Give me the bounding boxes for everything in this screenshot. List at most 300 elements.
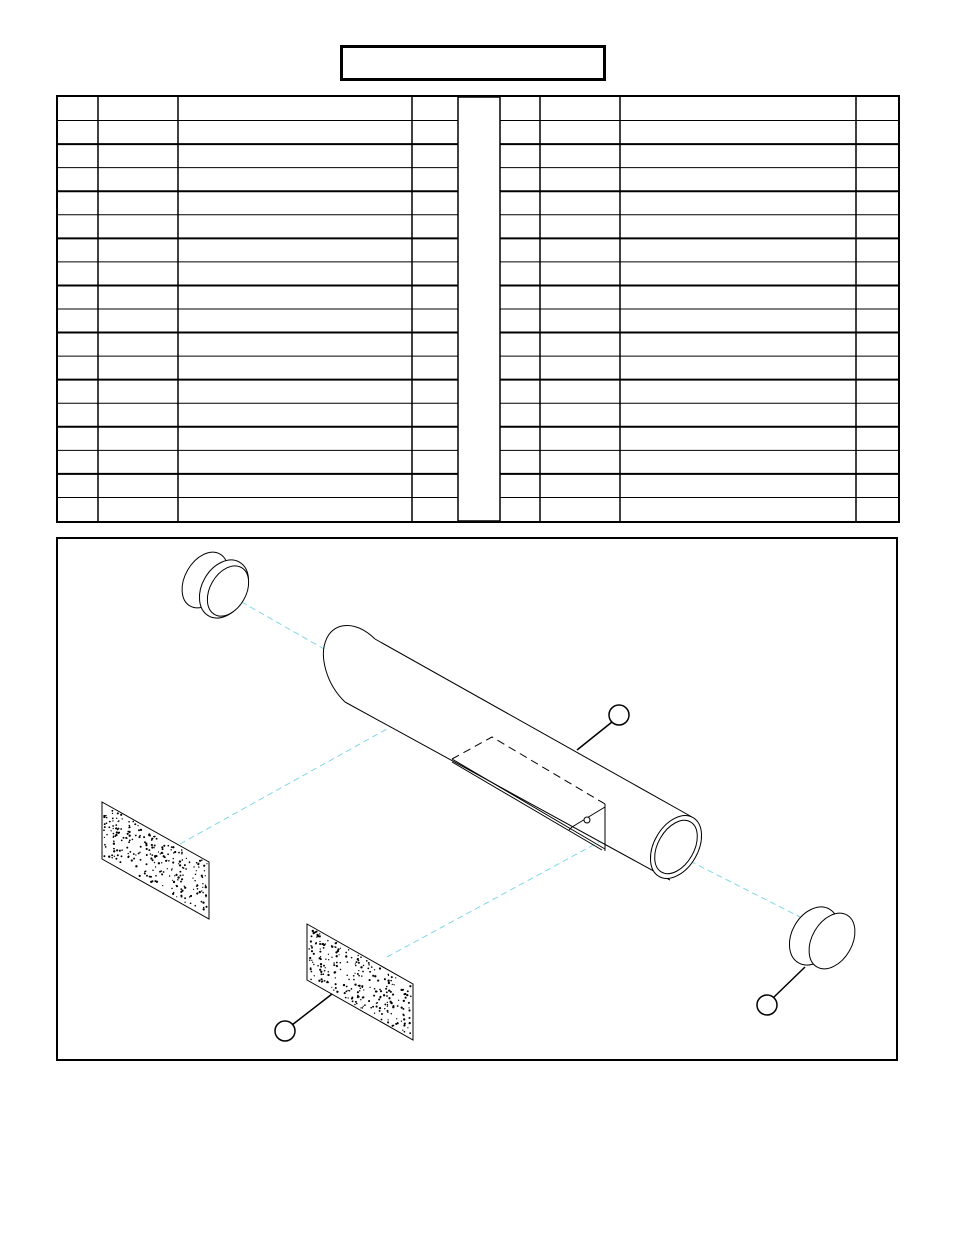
panel-perforation xyxy=(401,1021,402,1022)
panel-perforation xyxy=(171,869,172,870)
panel-perforation xyxy=(366,960,368,962)
panel-perforation xyxy=(113,828,114,829)
panel-perforation xyxy=(175,874,177,876)
panel-perforation xyxy=(163,871,165,873)
panel-perforation xyxy=(311,960,312,961)
panel-perforation xyxy=(111,810,113,812)
panel-perforation xyxy=(390,991,392,993)
panel-perforation xyxy=(151,880,153,882)
panel-perforation xyxy=(106,834,108,836)
panel-perforation xyxy=(362,987,363,988)
panel-perforation xyxy=(348,979,350,981)
panel-perforation xyxy=(118,820,120,822)
panel-perforation xyxy=(320,966,322,968)
panel-perforation xyxy=(369,987,370,988)
panel-perforation xyxy=(402,1029,403,1030)
panel-perforation xyxy=(357,973,359,975)
end-cap-bottom xyxy=(779,898,864,977)
end-cap-top xyxy=(173,544,259,627)
panel-perforation xyxy=(343,984,345,986)
panel-perforation xyxy=(196,862,198,864)
panel-perforation xyxy=(189,862,191,864)
panel-perforation xyxy=(168,860,170,862)
panel-perforation xyxy=(166,860,167,861)
panel-perforation xyxy=(132,839,134,841)
panel-perforation xyxy=(362,1007,364,1009)
panel-perforation xyxy=(331,946,333,948)
panel-perforation xyxy=(130,851,131,852)
panel-perforation xyxy=(184,887,186,889)
panel-perforation xyxy=(320,978,322,980)
panel-perforation xyxy=(331,957,332,958)
panel-perforation xyxy=(374,988,376,990)
panel-perforation xyxy=(116,818,117,819)
panel-perforation xyxy=(121,840,123,842)
panel-perforation xyxy=(104,823,106,825)
panel-perforation xyxy=(374,969,375,970)
panel-perforation xyxy=(373,995,375,997)
panel-perforation xyxy=(128,856,130,858)
panel-perforation xyxy=(158,862,160,864)
panel-perforation xyxy=(407,990,409,992)
panel-perforation xyxy=(155,875,157,877)
panel-perforation xyxy=(360,988,362,990)
panel-perforation xyxy=(151,839,153,841)
panel-perforation xyxy=(340,962,342,964)
panel-perforation xyxy=(333,989,334,990)
panel-perforation xyxy=(311,971,313,973)
panel-perforation xyxy=(384,978,386,980)
parts-table-grid xyxy=(58,97,898,521)
panel-perforation xyxy=(162,853,163,854)
panel-perforation xyxy=(172,862,174,864)
panel-perforation xyxy=(202,887,203,888)
panel-perforation xyxy=(148,849,150,851)
panel-perforation xyxy=(327,940,328,941)
panel-perforation xyxy=(113,843,115,845)
panel-perforation xyxy=(129,839,131,841)
panel-perforation xyxy=(351,957,353,959)
panel-perforation xyxy=(158,851,159,852)
panel-perforation xyxy=(128,841,130,843)
panel-perforation xyxy=(311,947,313,949)
panel-perforation xyxy=(404,1031,406,1033)
panel-perforation xyxy=(195,874,197,876)
panel-perforation xyxy=(178,863,179,864)
panel-perforation xyxy=(358,970,359,971)
panel-perforation xyxy=(310,979,312,981)
panel-perforation xyxy=(149,876,151,878)
panel-perforation xyxy=(360,999,361,1000)
panel-perforation xyxy=(355,963,356,964)
panel-perforation xyxy=(410,995,412,997)
panel-perforation xyxy=(180,895,182,897)
panel-perforation xyxy=(155,855,157,857)
panel-right xyxy=(307,924,413,1040)
panel-perforation xyxy=(387,1022,389,1024)
panel-perforation xyxy=(409,1032,411,1034)
panel-perforation xyxy=(327,974,329,976)
panel-perforation xyxy=(173,892,174,893)
panel-perforation xyxy=(409,1017,411,1019)
panel-perforation xyxy=(176,885,178,887)
panel-perforation xyxy=(145,844,147,846)
panel-perforation xyxy=(336,962,338,964)
panel-perforation xyxy=(309,960,310,961)
panel-perforation xyxy=(193,889,194,890)
panel-perforation xyxy=(389,1001,391,1003)
panel-perforation xyxy=(173,858,174,859)
panel-perforation xyxy=(340,948,341,949)
panel-perforation xyxy=(324,970,326,972)
panel-perforation xyxy=(358,975,360,977)
panel-perforation xyxy=(335,977,336,978)
panel-perforation xyxy=(315,943,317,945)
panel-perforation xyxy=(112,825,114,827)
panel-perforation xyxy=(181,849,183,851)
panel-perforation xyxy=(117,854,119,856)
panel-perforation xyxy=(346,975,348,977)
panel-perforation xyxy=(368,962,370,964)
panel-perforation xyxy=(361,975,362,976)
panel-perforation xyxy=(363,1006,364,1007)
panel-perforation xyxy=(408,1007,409,1008)
panel-perforation xyxy=(346,986,348,988)
panel-perforation xyxy=(397,1005,399,1007)
panel-perforation xyxy=(346,991,348,993)
panel-perforation xyxy=(374,1013,375,1014)
panel-perforation xyxy=(408,1009,410,1011)
panel-perforation xyxy=(203,907,204,908)
panel-perforation xyxy=(357,991,359,993)
panel-perforation xyxy=(387,1006,388,1007)
panel-perforation xyxy=(356,961,358,963)
panel-perforation xyxy=(392,984,393,985)
panel-perforation xyxy=(111,857,112,858)
panel-perforation xyxy=(196,892,198,894)
panel-perforation xyxy=(169,875,170,876)
panel-perforation xyxy=(152,859,154,861)
panel-perforation xyxy=(103,855,105,857)
right-panel-centerline xyxy=(387,824,632,957)
panel-perforation xyxy=(379,1010,381,1012)
panel-perforation xyxy=(139,875,141,877)
panel-perforation xyxy=(347,961,349,963)
panel-callout-bubble xyxy=(275,1021,295,1041)
panel-perforation xyxy=(145,870,147,872)
panel-perforation xyxy=(393,984,394,985)
panel-perforation xyxy=(336,942,337,943)
panel-perforation xyxy=(119,832,121,834)
panel-perforation xyxy=(335,971,337,973)
panel-perforation xyxy=(337,948,339,950)
panel-perforation xyxy=(174,875,175,876)
panel-perforation xyxy=(380,990,382,992)
panel-perforation xyxy=(199,860,201,862)
panel-perforation xyxy=(146,848,148,850)
main-tube xyxy=(323,626,712,888)
panel-perforation xyxy=(140,846,142,848)
panel-perforation xyxy=(139,852,140,853)
panel-perforation xyxy=(108,856,110,858)
panel-perforation xyxy=(121,849,123,851)
panel-perforation xyxy=(388,989,390,991)
panel-perforation xyxy=(331,987,332,988)
panel-perforation xyxy=(347,990,349,992)
panel-perforation xyxy=(103,816,105,818)
panel-perforation xyxy=(333,962,335,964)
panel-perforation xyxy=(152,870,154,872)
panel-perforation xyxy=(320,971,322,973)
panel-perforation xyxy=(314,975,315,976)
panel-perforation xyxy=(161,873,163,875)
panel-perforation xyxy=(117,812,119,814)
panel-perforation xyxy=(138,829,140,831)
panel-perforation xyxy=(312,930,314,932)
panel-perforation xyxy=(352,997,353,998)
panel-perforation xyxy=(360,1007,361,1008)
panel-perforation xyxy=(403,1000,405,1002)
panel-perforation xyxy=(112,818,114,820)
panel-perforation xyxy=(370,1007,372,1009)
panel-perforation xyxy=(386,995,388,997)
panel-perforation xyxy=(167,868,168,869)
panel-perforation xyxy=(371,966,373,968)
panel-perforation xyxy=(151,854,153,856)
panel-perforation xyxy=(133,858,135,860)
exploded-view-svg xyxy=(58,539,896,1059)
panel-perforation xyxy=(113,835,114,836)
panel-perforation xyxy=(313,953,315,955)
panel-perforation xyxy=(318,980,320,982)
panel-perforation xyxy=(354,973,355,974)
panel-perforation xyxy=(122,818,123,819)
panel-perforation xyxy=(138,836,140,838)
panel-perforation xyxy=(369,979,371,981)
panel-perforation xyxy=(319,933,320,934)
panel-perforation xyxy=(348,949,349,950)
panel-perforation xyxy=(154,847,155,848)
panel-perforation xyxy=(322,973,324,975)
panel-perforation xyxy=(162,848,164,850)
panel-perforation xyxy=(312,962,313,963)
panel-perforation xyxy=(184,897,186,899)
panel-perforation xyxy=(172,846,174,848)
panel-perforation xyxy=(354,1004,355,1005)
panel-perforation xyxy=(358,955,359,956)
panel-perforation xyxy=(388,974,390,976)
panel-perforation xyxy=(151,876,152,877)
panel-perforation xyxy=(335,946,337,948)
panel-perforation xyxy=(355,965,356,966)
panel-perforation xyxy=(123,837,125,839)
panel-perforation xyxy=(113,833,115,835)
panel-perforation xyxy=(197,888,199,890)
panel-perforation xyxy=(167,845,169,847)
panel-perforation xyxy=(388,1019,389,1020)
panel-perforation xyxy=(144,841,146,843)
panel-perforation xyxy=(323,965,325,967)
panel-perforation xyxy=(353,975,355,977)
panel-perforation xyxy=(181,859,183,861)
panel-perforation xyxy=(395,977,396,978)
panel-perforation xyxy=(340,969,341,970)
panel-perforation xyxy=(379,1007,381,1009)
panel-perforation xyxy=(362,971,364,973)
panel-perforation xyxy=(386,991,388,993)
panel-perforation xyxy=(163,855,165,857)
panel-perforation xyxy=(402,989,404,991)
panel-perforation xyxy=(352,1000,354,1002)
panel-perforation xyxy=(205,896,206,897)
panel-perforation xyxy=(358,985,359,986)
panel-perforation xyxy=(317,965,319,967)
panel-perforation xyxy=(386,986,388,988)
panel-perforation xyxy=(398,1000,399,1001)
panel-perforation xyxy=(181,852,183,854)
panel-perforation xyxy=(173,881,175,883)
panel-perforation xyxy=(205,906,207,908)
panel-perforation xyxy=(163,845,165,847)
panel-perforation xyxy=(192,877,193,878)
parts-list-table xyxy=(56,95,900,523)
panel-perforation xyxy=(326,982,328,984)
panel-perforation xyxy=(205,885,206,886)
panel-perforation xyxy=(379,989,381,991)
panel-perforation xyxy=(146,875,148,877)
panel-perforation xyxy=(180,881,182,883)
panel-perforation xyxy=(367,968,369,970)
panel-perforation xyxy=(114,856,115,857)
panel-perforation xyxy=(356,1003,358,1005)
panel-perforation xyxy=(328,971,330,973)
panel-perforation xyxy=(348,997,349,998)
panel-perforation xyxy=(134,823,136,825)
panel-perforation xyxy=(199,891,201,893)
panel-perforation xyxy=(184,864,186,866)
panel-perforation xyxy=(409,985,411,987)
panel-perforation xyxy=(193,866,194,867)
panel-perforation xyxy=(105,815,107,817)
panel-perforation xyxy=(184,902,185,903)
panel-perforation xyxy=(339,954,340,955)
panel-perforation xyxy=(325,967,326,968)
exploded-view-drawing xyxy=(56,537,898,1061)
panel-perforation xyxy=(384,1008,385,1009)
panel-perforation xyxy=(140,859,142,861)
panel-perforation xyxy=(201,859,203,861)
panel-perforation xyxy=(190,902,192,904)
panel-perforation xyxy=(146,854,148,856)
panel-perforation xyxy=(397,1022,399,1024)
panel-perforation xyxy=(194,880,195,881)
panel-perforation xyxy=(317,935,319,937)
panel-perforation xyxy=(381,1019,383,1021)
panel-perforation xyxy=(391,976,393,978)
tube-callout-bubble xyxy=(609,705,629,725)
panel-perforation xyxy=(143,836,145,838)
panel-perforation xyxy=(179,860,181,862)
panel-perforation xyxy=(161,846,163,848)
panel-perforation xyxy=(108,826,110,828)
panel-perforation xyxy=(180,875,182,877)
panel-perforation xyxy=(151,844,153,846)
panel-perforation xyxy=(182,867,184,869)
panel-perforation xyxy=(320,948,321,949)
panel-perforation xyxy=(379,968,381,970)
panel-perforation xyxy=(179,864,181,866)
panel-perforation xyxy=(403,1024,405,1026)
panel-perforation xyxy=(154,862,155,863)
panel-perforation xyxy=(116,849,118,851)
panel-perforation xyxy=(388,997,390,999)
panel-perforation xyxy=(206,863,207,864)
panel-perforation xyxy=(345,955,347,957)
panel-perforation xyxy=(190,895,192,897)
panel-perforation xyxy=(203,908,205,910)
panel-perforation xyxy=(135,865,137,867)
panel-perforation xyxy=(357,995,359,997)
panel-perforation xyxy=(368,964,370,966)
panel-perforation xyxy=(114,835,116,837)
panel-perforation xyxy=(349,990,351,992)
panel-perforation xyxy=(408,1002,410,1004)
panel-perforation xyxy=(126,838,127,839)
panel-perforation xyxy=(133,853,135,855)
panel-perforation xyxy=(360,966,362,968)
panel-perforation xyxy=(154,845,156,847)
panel-perforation xyxy=(128,853,129,854)
panel-perforation xyxy=(153,836,154,837)
panel-perforation xyxy=(392,994,394,996)
panel-perforation xyxy=(324,980,326,982)
panel-perforation xyxy=(196,870,197,871)
panel-perforation xyxy=(313,932,315,934)
panel-perforation xyxy=(311,935,313,937)
panel-perforation xyxy=(202,883,203,884)
panel-perforation xyxy=(103,829,105,831)
panel-perforation xyxy=(405,997,407,999)
panel-perforation xyxy=(351,988,353,990)
panel-perforation xyxy=(392,1006,394,1008)
panel-perforation xyxy=(112,813,113,814)
panel-perforation xyxy=(119,850,121,852)
panel-perforation xyxy=(372,975,374,977)
panel-perforation xyxy=(129,826,131,828)
panel-perforation xyxy=(401,1006,403,1008)
panel-perforation xyxy=(146,863,148,865)
panel-perforation xyxy=(357,958,359,960)
panel-perforation xyxy=(375,990,377,992)
panel-perforation xyxy=(336,991,338,993)
panel-perforation xyxy=(364,1004,366,1006)
panel-perforation xyxy=(127,833,129,835)
panel-perforation xyxy=(172,880,173,881)
panel-perforation xyxy=(320,963,322,965)
panel-perforation xyxy=(177,876,179,878)
panel-perforation xyxy=(155,866,156,867)
panel-perforation xyxy=(406,994,408,996)
panel-perforation xyxy=(403,1018,405,1020)
panel-perforation xyxy=(345,952,347,954)
panel-perforation xyxy=(203,865,205,867)
panel-perforation xyxy=(201,875,203,877)
panel-perforation xyxy=(359,990,361,992)
panel-perforation xyxy=(150,853,152,855)
panel-perforation xyxy=(113,848,115,850)
panel-perforation xyxy=(376,1006,378,1008)
panel-perforation xyxy=(377,980,379,982)
